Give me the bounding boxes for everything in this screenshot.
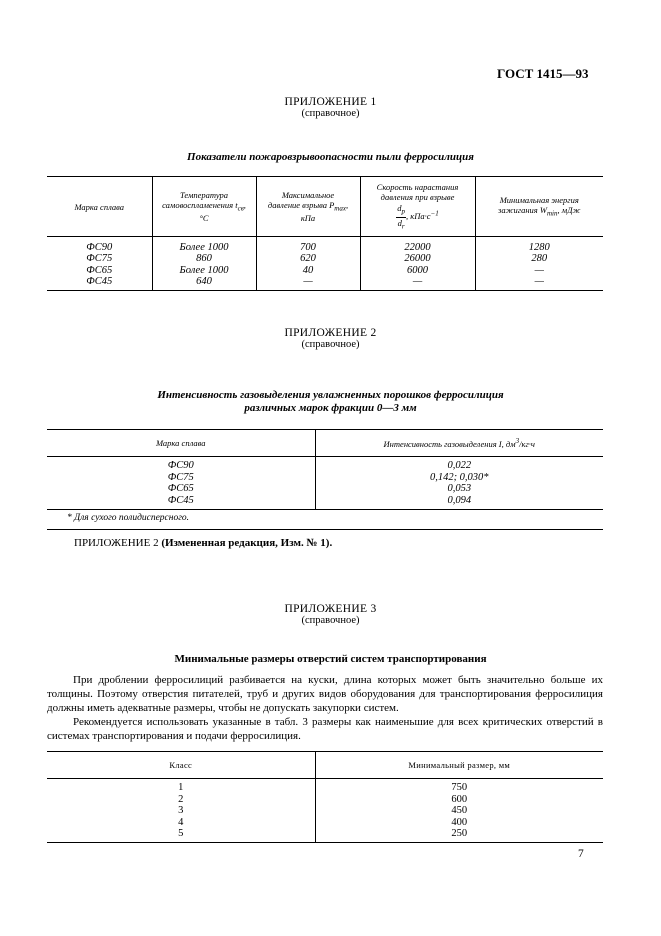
edit-note: ПРИЛОЖЕНИЕ 2 (Измененная редакция, Изм. № 1). [74, 537, 333, 549]
t1-max-pressures: 700 620 40 — [256, 237, 360, 291]
appendix-2-title: ПРИЛОЖЕНИЕ 2 [284, 327, 377, 339]
t1-header-max-pressure: Максимальное давление взрыва $P_{max}$, кПа [256, 177, 360, 237]
document-code: ГОСТ 1415—93 [497, 66, 589, 81]
t1-header-grade: Марка сплава [47, 177, 152, 237]
table-row [47, 237, 603, 291]
appendix-3-subtitle: (справочное) [301, 615, 360, 626]
t1-header-pressure-rate: Скорость нарастания давления при взрыве $\frac{d_p}{d_r}$ , $кПа\cdot с^{-1}$ [360, 177, 475, 237]
t2-header-grade: Марка сплава [47, 430, 315, 457]
t2-footnote: * Для сухого полидисперсного. [47, 510, 603, 530]
t3-classes: 1 2 3 4 5 [47, 779, 315, 843]
table-row [47, 779, 603, 843]
appendix-3-paragraph-1: При дроблении ферросилиций разбивается на куски, длина которых может быть значительно больше их толщины. Поэтому отверстия питателей, труб и других видов оборудования для транспортирования ферросилиция должны иметь адекватные размеры, чтобы не допускать закупорки систем. [47, 674, 603, 714]
t2-header-intensity: Интенсивность газовыделения I, $дм^3/кг\cdot ч$ [315, 430, 603, 457]
min-openings-table [47, 751, 603, 843]
t3-header-min-size: Минимальный размер, мм [315, 752, 603, 779]
page-number: 7 [578, 848, 584, 860]
t3-header-class: Класс [47, 752, 315, 779]
t2-intensities: 0,022 0,142; 0,030* 0,053 0,094 [315, 457, 603, 510]
appendix-2-caption-line2: различных марок фракции 0—3 мм [244, 402, 417, 414]
gas-emission-table [47, 429, 603, 530]
t1-ignition-temps: Более 1000 860 Более 1000 640 [152, 237, 256, 291]
fire-explosion-table [47, 176, 603, 291]
t1-pressure-rates: 22000 26000 6000 — [360, 237, 475, 291]
appendix-1-title: ПРИЛОЖЕНИЕ 1 [284, 96, 377, 108]
appendix-1-subtitle: (справочное) [301, 108, 360, 119]
t1-grades: ФС90 ФС75 ФС65 ФС45 [47, 237, 152, 291]
appendix-1-caption: Показатели пожаровзрывоопасности пыли ферросилиция [187, 151, 474, 163]
t3-min-sizes: 750 600 450 400 250 [315, 779, 603, 843]
appendix-3-paragraph-2: Рекомендуется использовать указанные в табл. 3 размеры как наименьшие для всех критических отверстий в системах транспортирования и подачи ферросилиция. [47, 716, 603, 742]
appendix-2-caption-line1: Интенсивность газовыделения увлажненных порошков ферросилиция [157, 389, 504, 401]
appendix-3-title: ПРИЛОЖЕНИЕ 3 [284, 603, 377, 615]
t2-grades: ФС90 ФС75 ФС65 ФС45 [167, 460, 194, 506]
t1-header-ignition-temp: Температура самовоспламенения $t_{св}$, °С [152, 177, 256, 237]
t1-min-energies: 1280 280 — — [475, 237, 603, 291]
appendix-3-caption: Минимальные размеры отверстий систем транспортирования [174, 653, 487, 665]
table-row [47, 457, 603, 510]
t1-header-min-energy: Минимальная энергия зажигания $W_{min}$, мДж [475, 177, 603, 237]
appendix-2-subtitle: (справочное) [301, 339, 360, 350]
